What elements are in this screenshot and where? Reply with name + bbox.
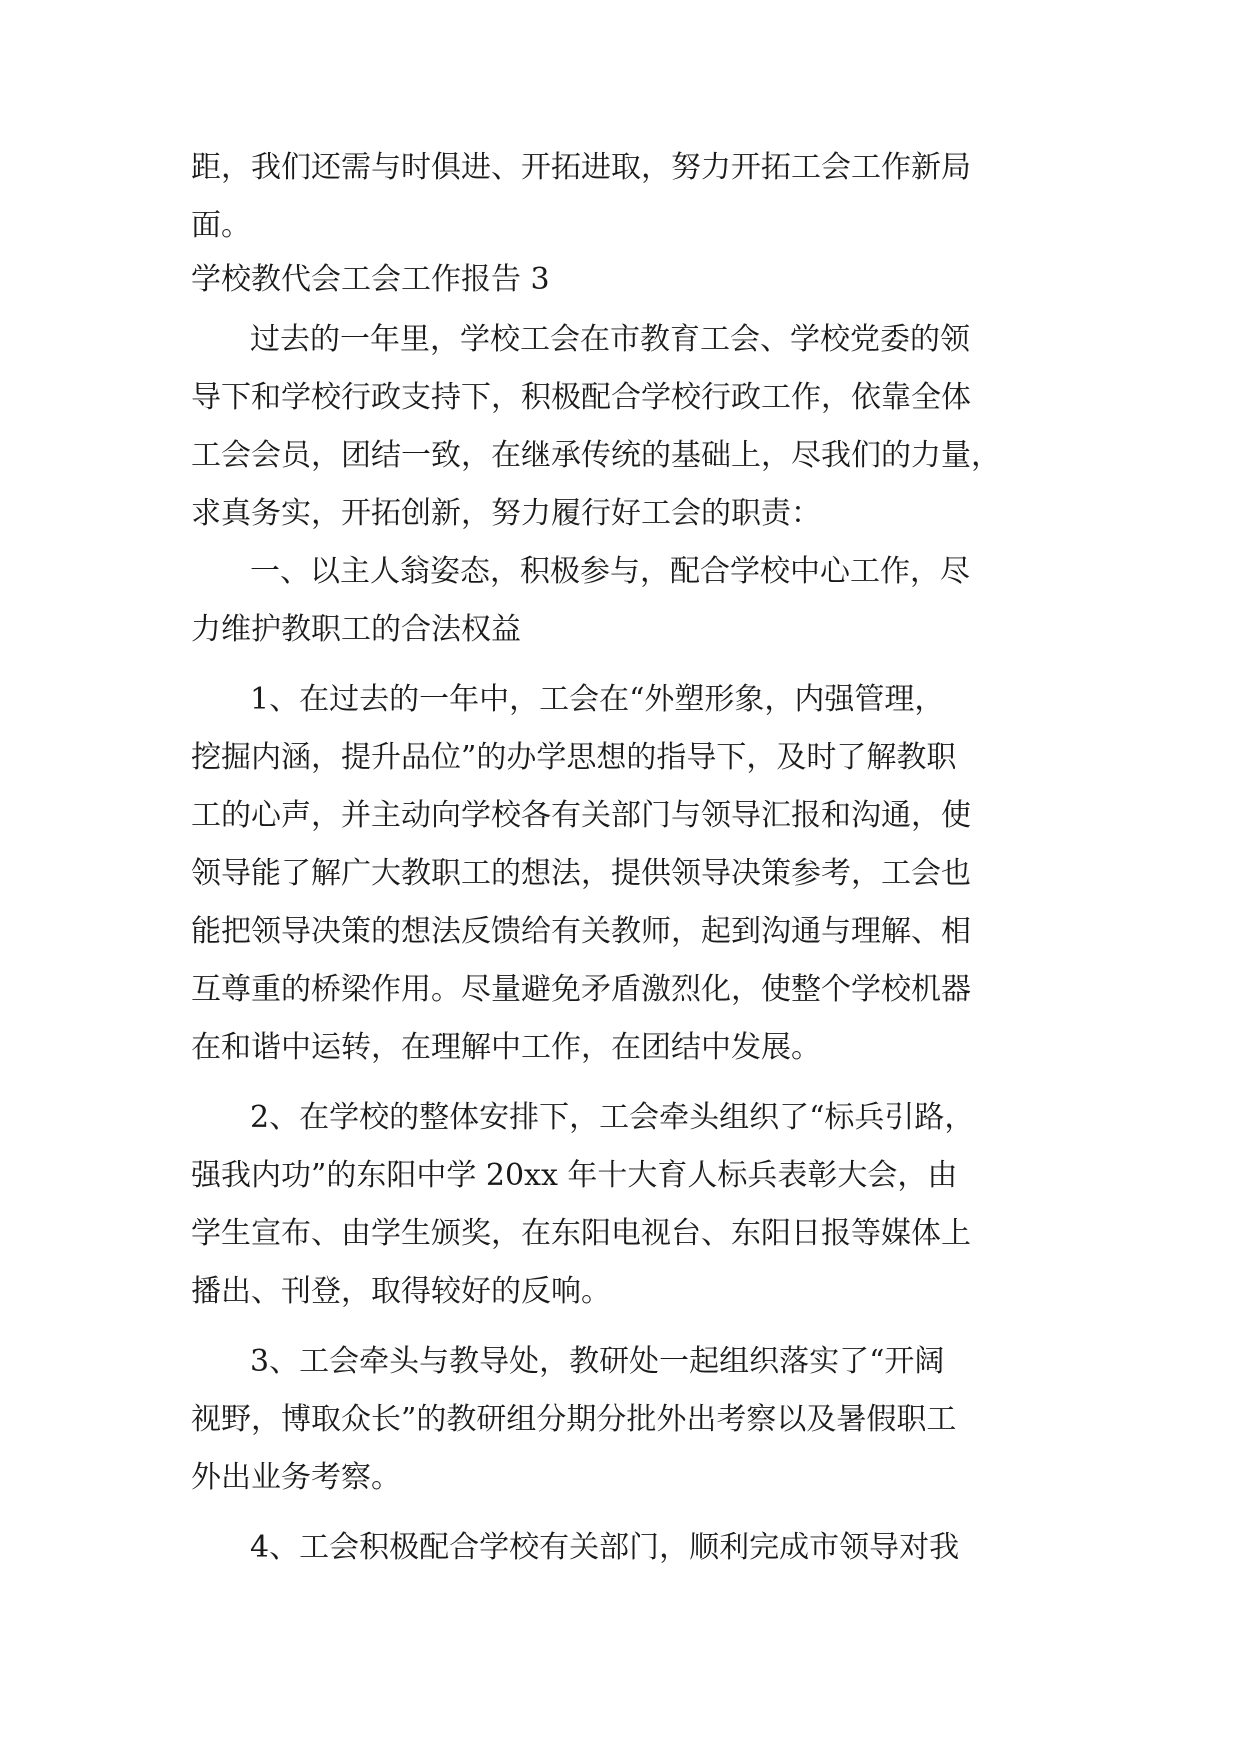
paragraph-line: 外出业务考察。 [191, 1460, 401, 1495]
paragraph-line: 能把领导决策的想法反馈给有关教师，起到沟通与理解、相 [191, 914, 971, 949]
paragraph-line: 过去的一年里，学校工会在市教育工会、学校党委的领 [250, 322, 970, 357]
continuation-line: 距，我们还需与时俱进、开拓进取，努力开拓工会工作新局 [191, 150, 971, 185]
paragraph-line: 视野，博取众长”的教研组分期分批外出考察以及暑假职工 [191, 1402, 957, 1437]
paragraph-line: 挖掘内涵，提升品位”的办学思想的指导下，及时了解教职 [191, 740, 957, 775]
paragraph-line: 播出、刊登，取得较好的反响。 [191, 1274, 611, 1309]
section-title: 学校教代会工会工作报告 3 [191, 262, 550, 297]
continuation-line: 面。 [191, 208, 251, 243]
paragraph-line: 工会会员，团结一致，在继承传统的基础上，尽我们的力量， [191, 438, 1001, 473]
paragraph-line: 4、工会积极配合学校有关部门，顺利完成市领导对我 [250, 1530, 960, 1565]
paragraph-line: 3、工会牵头与教导处，教研处一起组织落实了“开阔 [250, 1344, 945, 1379]
paragraph-line: 力维护教职工的合法权益 [191, 612, 521, 647]
paragraph-line: 一、以主人翁姿态，积极参与，配合学校中心工作，尽 [250, 554, 970, 589]
paragraph-line: 1、在过去的一年中，工会在“外塑形象，内强管理， [250, 682, 945, 717]
paragraph-line: 2、在学校的整体安排下，工会牵头组织了“标兵引路， [250, 1100, 975, 1135]
paragraph-line: 互尊重的桥梁作用。尽量避免矛盾激烈化，使整个学校机器 [191, 972, 971, 1007]
paragraph-line: 工的心声，并主动向学校各有关部门与领导汇报和沟通，使 [191, 798, 971, 833]
paragraph-line: 学生宣布、由学生颁奖，在东阳电视台、东阳日报等媒体上 [191, 1216, 971, 1251]
paragraph-line: 导下和学校行政支持下，积极配合学校行政工作，依靠全体 [191, 380, 971, 415]
paragraph-line: 求真务实，开拓创新，努力履行好工会的职责： [191, 496, 821, 531]
paragraph-line: 强我内功”的东阳中学 20xx 年十大育人标兵表彰大会，由 [191, 1158, 958, 1193]
paragraph-line: 领导能了解广大教职工的想法，提供领导决策参考，工会也 [191, 856, 971, 891]
paragraph-line: 在和谐中运转，在理解中工作，在团结中发展。 [191, 1030, 821, 1065]
